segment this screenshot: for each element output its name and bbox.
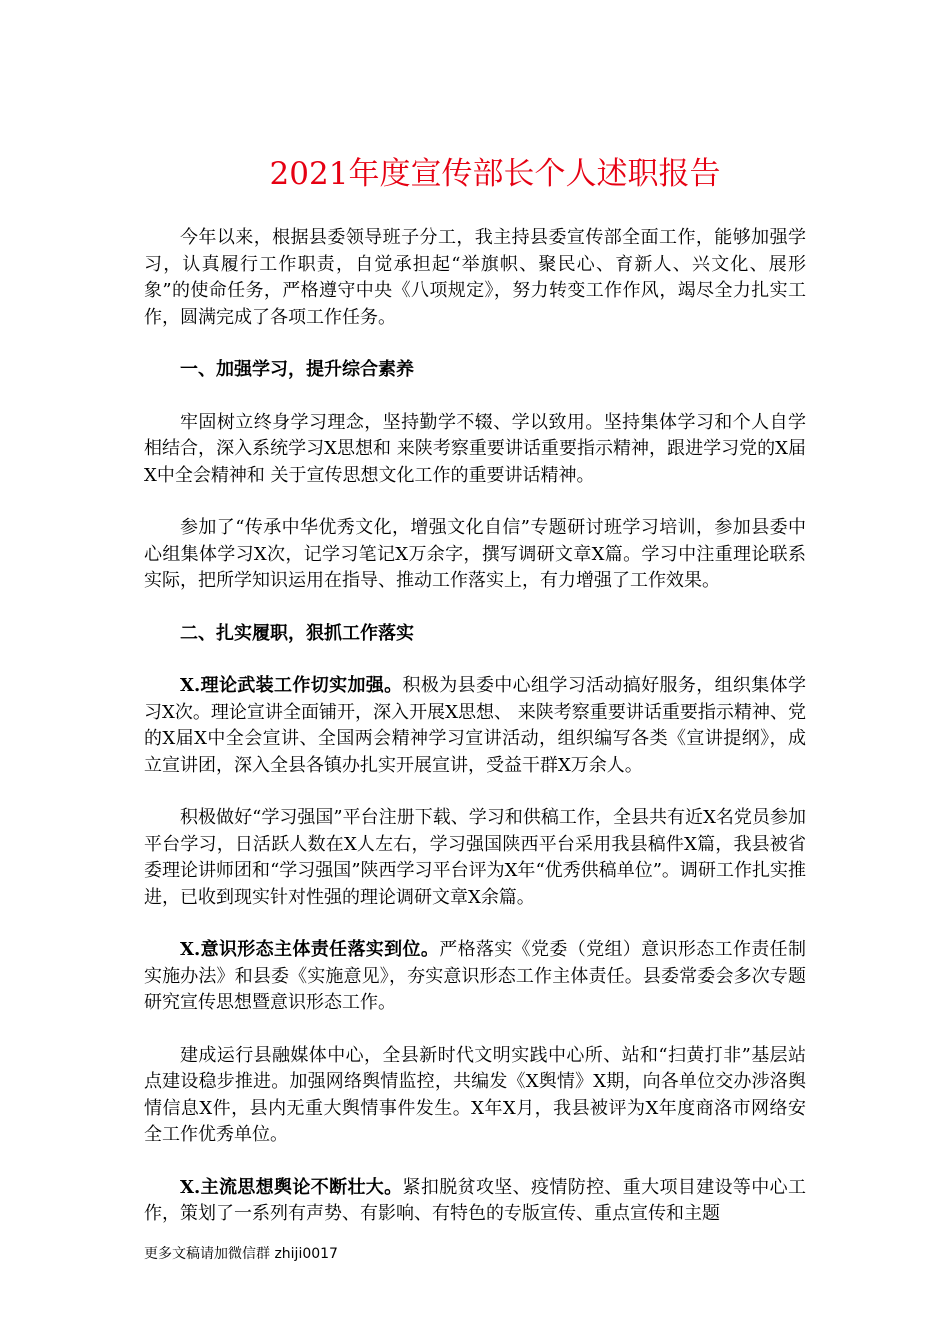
paragraph-opinion — [144, 1175, 806, 1228]
section-heading-2: 二、扎实履职，狠抓工作落实 — [180, 622, 414, 644]
paragraph-xuexi: 积极做好“学习强国”平台注册下载、学习和供稿工作，全县共有近X名党员参加平台学习，日活跃人数在X人左右，学习强国陕西平台采用我县稿件X篇，我县被省委理论讲师团和“学习强国”陕西学习平台评为X年“优秀供稿单位”。调研工作扎实推进，已收到现实针对性强的理论调研文章X余篇。 — [144, 807, 806, 908]
paragraph-intro: 今年以来，根据县委领导班子分工，我主持县委宣传部全面工作，能够加强学习，认真履行工作职责，自觉承担起“举旗帜、聚民心、育新人、兴文化、展形象”的使命任务，严格遵守中央《八项规定》，努力转变工作作风，竭尽全力扎实工作，圆满完成了各项工作任务。 — [144, 227, 806, 328]
paragraph-opinion-lead: X.主流思想舆论不断壮大。 — [180, 1176, 403, 1198]
document-title: 2021年度宣传部长个人述职报告 — [269, 156, 721, 192]
footer-note: 更多文稿请加微信群 zhiji0017 — [144, 1246, 338, 1262]
paragraph-media-center: 建成运行县融媒体中心，全县新时代文明实践中心所、站和“扫黄打非”基层站点建设稳步推进。加强网络舆情监控，共编发《X舆情》X期，向各单位交办涉洛舆情信息X件，县内无重大舆情事件发生。X年X月，我县被评为X年度商洛市网络安全工作优秀单位。 — [144, 1044, 806, 1145]
paragraph-ideology-text: 严格落实《党委（党组）意识形态工作责任制实施办法》和县委《实施意见》，夯实意识形态工作主体责任。县委常委会多次专题研究宣传思想暨意识形态工作。 — [144, 939, 807, 1013]
paragraph-ideology — [144, 937, 806, 1017]
paragraph-theory-text: 积极为县委中心组学习活动搞好服务，组织集体学习X次。理论宣讲全面铺开，深入开展X思想、 来陕考察重要讲话重要指示精神、党的X届X中全会宣讲、全国两会精神学习宣讲活动，组织编写各类《宣讲提纲》，成立宣讲团，深入全县各镇办扎实开展宣讲，受益干群X万余人。 — [144, 675, 807, 776]
document-body — [144, 225, 806, 1254]
paragraph-study-2: 参加了“传承中华优秀文化，增强文化自信”专题研讨班学习培训，参加县委中心组集体学习X次，记学习笔记X万余字，撰写调研文章X篇。学习中注重理论联系实际，把所学知识运用在指导、推动工作落实上，有力增强了工作效果。 — [144, 517, 806, 591]
paragraph-theory-lead: X.理论武装工作切实加强。 — [180, 675, 403, 696]
paragraph-opinion-text: 紧扣脱贫攻坚、疫情防控、重大项目建设等中心工作，策划了一系列有声势、有影响、有特色的专版宣传、重点宣传和主题 — [144, 1176, 807, 1224]
paragraph-theory — [144, 673, 806, 779]
section-heading-1: 一、加强学习，提升综合素养 — [180, 359, 414, 380]
paragraph-study-1: 牢固树立终身学习理念，坚持勤学不辍、学以致用。坚持集体学习和个人自学相结合，深入系统学习X思想和 来陕考察重要讲话重要指示精神，跟进学习党的X届X中全会精神和 关于宣传思想文化工作的重要讲话精神。 — [144, 411, 806, 486]
paragraph-ideology-lead: X.意识形态主体责任落实到位。 — [180, 939, 440, 960]
